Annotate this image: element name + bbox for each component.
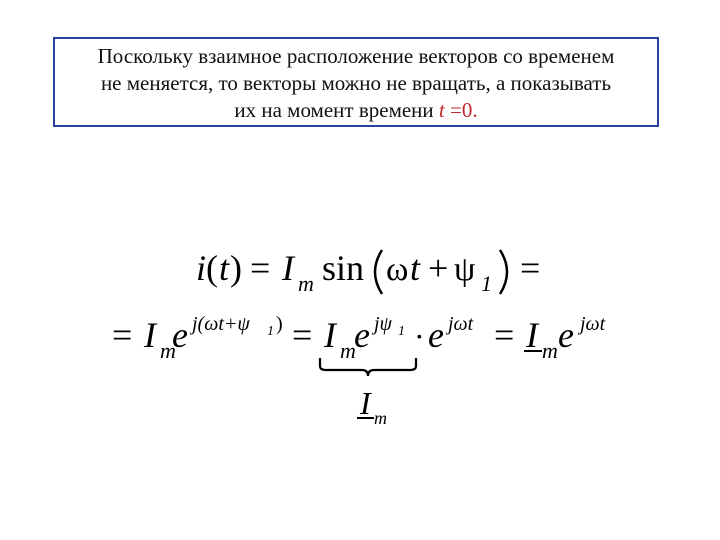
note-line-1: Поскольку взаимное расположение векторов со временем (97, 44, 615, 68)
f2-exp1-sub: 1 (267, 324, 274, 339)
f2-equals-2: = (292, 315, 313, 355)
f1-psi: ψ (454, 251, 476, 288)
note-time-variable: t (438, 98, 445, 122)
f2-m-sub: m (160, 338, 176, 363)
f2-exp3: jωt (448, 313, 474, 335)
f2-equals-3: = (494, 315, 515, 355)
f2-e: e (172, 315, 188, 355)
f2-I3: I (526, 315, 538, 355)
f1-equals-2: = (520, 248, 541, 288)
brace-label-m-sub: m (374, 408, 387, 428)
f1-lparen: ( (206, 248, 218, 288)
f1-omega: ω (386, 251, 409, 288)
f2-e3: e (428, 315, 444, 355)
underbrace (320, 358, 416, 376)
f1-sin: sin (322, 248, 365, 288)
note-line-2: не меняется, то векторы можно не вращать, а показывать (100, 71, 612, 95)
f2-e4: e (558, 315, 574, 355)
f2-m2-sub: m (340, 338, 356, 363)
f2-exp2-sub: 1 (398, 324, 405, 339)
f1-equals: = (250, 248, 271, 288)
f1-i: i (196, 248, 207, 288)
note-line-3-prefix: их на момент времени (234, 98, 439, 122)
f2-I2: I (324, 315, 336, 355)
formula-line-1 (196, 248, 540, 296)
f2-exp1: j(ωt+ψ (192, 313, 250, 335)
formula-line-2 (112, 313, 606, 363)
f1-big-lparen (375, 250, 382, 294)
f2-exp1-close: ) (276, 313, 283, 335)
f1-I: I (282, 248, 294, 288)
f1-t: t (219, 248, 230, 288)
f1-plus: + (428, 248, 449, 288)
f1-t2: t (410, 248, 421, 288)
f1-rparen: ) (230, 248, 242, 288)
brace-label-I: I (360, 385, 371, 421)
f1-m-sub: m (298, 271, 314, 296)
f2-dot: · (414, 318, 425, 354)
f2-I: I (144, 315, 156, 355)
f2-exp4: jωt (580, 313, 606, 335)
brace-label (357, 385, 387, 428)
f1-big-rparen (500, 250, 507, 294)
f2-exp2: jψ (374, 313, 392, 335)
f2-equals: = (112, 315, 133, 355)
f1-psi-sub: 1 (481, 271, 492, 296)
f2-m3-sub: m (542, 338, 558, 363)
note-time-value: =0. (444, 98, 478, 122)
f2-e2: e (354, 315, 370, 355)
